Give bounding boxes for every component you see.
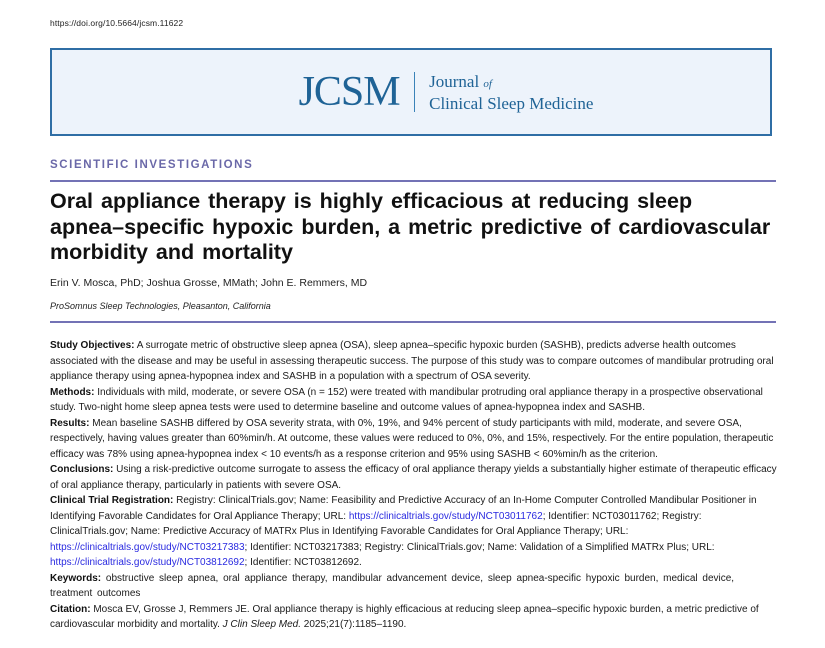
article-title [50, 189, 790, 266]
affiliation: ProSomnus Sleep Technologies, Pleasanton, California [50, 301, 271, 311]
journal-abbreviation: JCSM [298, 69, 400, 115]
abstract-keywords [50, 571, 780, 602]
journal-logo [299, 71, 594, 113]
abstract-methods [50, 385, 780, 416]
abstract [50, 338, 780, 633]
trial-text-2: ; Identifier: NCT03011762; Registry: ClinicalTrials.gov; Name: Predictive Accuracy of MATRx Plus in Identifying Favorable Candidates for Oral Appliance Therapy; URL: [50, 510, 702, 537]
citation-ref: 2025;21(7):1185–1190. [301, 619, 407, 630]
conclusions-label: Conclusions: [50, 464, 114, 475]
journal-name-line1: Journal [429, 71, 480, 91]
citation-journal: J Clin Sleep Med. [222, 619, 302, 630]
trial-label: Clinical Trial Registration: [50, 495, 174, 506]
citation-label: Citation: [50, 603, 91, 615]
trial-link-nct03812692[interactable]: https://clinicaltrials.gov/study/NCT03812692 [50, 557, 245, 568]
journal-masthead [50, 48, 772, 136]
trial-text-3: ; Identifier: NCT03217383; Registry: ClinicalTrials.gov; Name: Validation of a Simplified MATRx Plus; URL: [244, 541, 715, 553]
objectives-text: A surrogate metric of obstructive sleep apnea (OSA), sleep apnea–specific hypoxic burden (SASHB), predicts adverse health outcomes associated with the disease and may be useful in assessing therapeutic success. The purpose of this study was to compare outcomes of mandibular protruding oral appliance therapy using apnea-hypopnea index and SASHB in a population with a spectrum of OSA severity. [50, 340, 774, 382]
title-line-1: Oral appliance therapy is highly efficacious at reducing sleep [50, 189, 693, 213]
methods-label: Methods: [50, 386, 95, 398]
abstract-trial-registration [50, 493, 780, 571]
methods-text: Individuals with mild, moderate, or severe OSA (n = 152) were treated with mandibular protruding oral appliance therapy in a prospective observational study. Two-night home sleep apnea tests were used to determine baseline and outcome values of apnea-hypopnea index and SASHB. [50, 386, 763, 413]
title-line-2: apnea–specific hypoxic burden, a metric predictive of cardiovascular [50, 214, 771, 239]
trial-link-nct03217383[interactable]: https://clinicaltrials.gov/study/NCT03217383 [50, 541, 245, 553]
journal-name [429, 72, 593, 113]
conclusions-text: Using a risk-predictive outcome surrogate to assess the efficacy of oral appliance therapy yields a substantially higher estimate of therapeutic efficacy of oral appliance therapy, particularly in patients with severe OSA. [50, 464, 777, 491]
abstract-results [50, 416, 780, 463]
results-label: Results: [50, 417, 90, 429]
keywords-label: Keywords: [50, 572, 102, 584]
keywords-text: obstructive sleep apnea, oral appliance therapy, mandibular advancement device, sleep apnea-specific hypoxic burden, medical device, treatment outcomes [50, 572, 735, 599]
journal-name-of: of [483, 77, 492, 90]
objectives-label: Study Objectives: [50, 340, 135, 351]
results-text: Mean baseline SASHB differed by OSA severity strata, with 0%, 19%, and 94% percent of study participants with mild, moderate, and severe OSA, respectively, having values greater than 60%min/h. At outcome, these values were reduced to 0%, 0%, and 15%, respectively. For the entire population, therapeutic efficacy was 78% using apnea-hypopnea index < 10 events/h as a response criterion and 95% using SASHB < 60%min/h as the criterion. [50, 417, 774, 460]
section-label: SCIENTIFIC INVESTIGATIONS [50, 159, 254, 171]
trial-link-nct03011762[interactable]: https://clinicaltrials.gov/study/NCT03011762 [348, 510, 543, 522]
journal-name-line2: Clinical Sleep Medicine [429, 93, 594, 113]
section-divider [50, 180, 776, 182]
author-list: Erin V. Mosca, PhD; Joshua Grosse, MMath; John E. Remmers, MD [50, 277, 368, 289]
doi-link[interactable]: https://doi.org/10.5664/jcsm.11622 [50, 18, 184, 28]
trial-text-1: Registry: ClinicalTrials.gov; Name: Feasibility and Predictive Accuracy of an In-Home Computer Controlled Mandibular Positioner in Identifying Favorable Candidates for Oral Appliance Therapy; URL: [50, 495, 757, 522]
abstract-objectives [50, 338, 780, 385]
header-divider [50, 321, 776, 323]
abstract-citation [50, 602, 780, 633]
citation-text: Mosca EV, Grosse J, Remmers JE. Oral appliance therapy is highly efficacious at reducing sleep apnea–specific hypoxic burden, a metric predictive of cardiovascular morbidity and mortality. [50, 603, 759, 630]
abstract-conclusions [50, 462, 780, 493]
title-line-3: morbidity and mortality [50, 240, 293, 264]
trial-text-4: ; Identifier: NCT03812692. [244, 557, 362, 568]
logo-divider [414, 72, 416, 112]
